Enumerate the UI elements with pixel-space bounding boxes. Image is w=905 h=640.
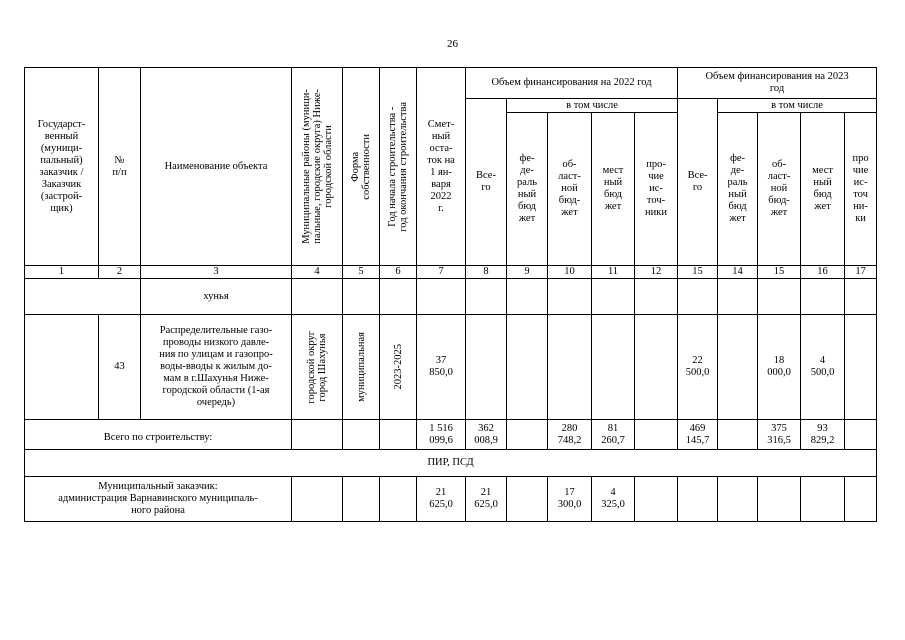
column-number-row <box>25 266 877 279</box>
total-2022-value: 21 625,0 <box>466 477 507 522</box>
regional-2023-total: 375 316,5 <box>758 420 801 450</box>
table-row-total <box>25 420 877 450</box>
ownership-cell <box>343 315 380 420</box>
object-name: Распределительные газо- проводы низкого давле- ния по улицам и газопро- воды-вводы к жилым до- мам в г.Шахунья Ниже- городской области (1-ая очередь) <box>141 315 292 420</box>
customer-label: Муниципальный заказчик: администрация Варнавинского муниципаль- ного района <box>25 477 292 522</box>
table-row-varnavino <box>25 477 877 522</box>
col-number: 5 <box>343 266 380 279</box>
col-number: 4 <box>292 266 343 279</box>
col-number: 10 <box>548 266 592 279</box>
table-row-43 <box>25 315 877 420</box>
estimate-value: 37 850,0 <box>417 315 466 420</box>
ownership-text: муниципальная <box>355 332 367 402</box>
col-number: 6 <box>380 266 417 279</box>
header-estimate: Смет- ный оста- ток на 1 ян- варя 2022 г. <box>417 68 466 266</box>
header-fin-2023: Объем финансирования на 2023 год <box>678 68 877 99</box>
financing-table <box>24 67 877 522</box>
header-fin-2022: Объем финансирования на 2022 год <box>466 68 678 99</box>
col-number: 14 <box>718 266 758 279</box>
total-label: Всего по строительству: <box>25 420 292 450</box>
header-total-2023: Все- го <box>678 99 718 266</box>
local-2022-value: 4 325,0 <box>592 477 635 522</box>
object-name-continuation: хунья <box>141 279 292 315</box>
header-incl-2023: в том числе <box>718 99 877 113</box>
regional-2022-value: 17 300,0 <box>548 477 592 522</box>
period-text: 2023-2025 <box>392 344 404 390</box>
district-text: городской округ город Шахунья <box>306 330 328 404</box>
section-title: ПИР, ПСД <box>25 450 877 477</box>
header-ownership-text: Форма собственности <box>350 133 372 200</box>
header-other-2023: про чие ис- точ ни- ки <box>845 113 877 266</box>
col-number: 9 <box>507 266 548 279</box>
col-number: 3 <box>141 266 292 279</box>
col-number: 1 <box>25 266 99 279</box>
page-number: 26 <box>447 38 458 50</box>
district-cell <box>292 315 343 420</box>
header-districts-text: Муниципальные районы (муници- пальные, городские округа) Ниже- городской области <box>300 89 334 244</box>
local-2023-value: 4 500,0 <box>801 315 845 420</box>
estimate-value: 21 625,0 <box>417 477 466 522</box>
col-number: 7 <box>417 266 466 279</box>
header-other-2022: про- чие ис- точ- ники <box>635 113 678 266</box>
local-2022-total: 81 260,7 <box>592 420 635 450</box>
regional-2023-value: 18 000,0 <box>758 315 801 420</box>
header-object: Наименование объекта <box>141 68 292 266</box>
header-regional-2023: об- ласт- ной бюд- жет <box>758 113 801 266</box>
header-num: № п/п <box>99 68 141 266</box>
header-federal-2022: фе- де- раль ный бюд жет <box>507 113 548 266</box>
header-local-2023: мест ный бюд жет <box>801 113 845 266</box>
col-number: 15 <box>678 266 718 279</box>
header-regional-2022: об- ласт- ной бюд- жет <box>548 113 592 266</box>
col-number: 8 <box>466 266 507 279</box>
section-row <box>25 450 877 477</box>
period-cell <box>380 315 417 420</box>
total-estimate: 1 516 099,6 <box>417 420 466 450</box>
col-number: 2 <box>99 266 141 279</box>
header-total-2022: Все- го <box>466 99 507 266</box>
header-local-2022: мест ный бюд жет <box>592 113 635 266</box>
header-period-text: Год начала строительства - год окончания строительства <box>387 101 409 232</box>
regional-2022-total: 280 748,2 <box>548 420 592 450</box>
col-number: 16 <box>801 266 845 279</box>
header-incl-2022: в том числе <box>507 99 678 113</box>
col-number: 12 <box>635 266 678 279</box>
header-federal-2023: фе- де- раль ный бюд жет <box>718 113 758 266</box>
header-period <box>380 68 417 266</box>
total-2022: 362 008,9 <box>466 420 507 450</box>
header-districts <box>292 68 343 266</box>
total-2023: 469 145,7 <box>678 420 718 450</box>
local-2023-total: 93 829,2 <box>801 420 845 450</box>
header-ownership <box>343 68 380 266</box>
total-2023-value: 22 500,0 <box>678 315 718 420</box>
row-number: 43 <box>99 315 141 420</box>
col-number: 11 <box>592 266 635 279</box>
col-number: 15 <box>758 266 801 279</box>
col-number: 17 <box>845 266 877 279</box>
header-customer: Государст- венный (муници- пальный) заказчик / Заказчик (застрой- щик) <box>25 68 99 266</box>
table-row-continuation <box>25 279 877 315</box>
